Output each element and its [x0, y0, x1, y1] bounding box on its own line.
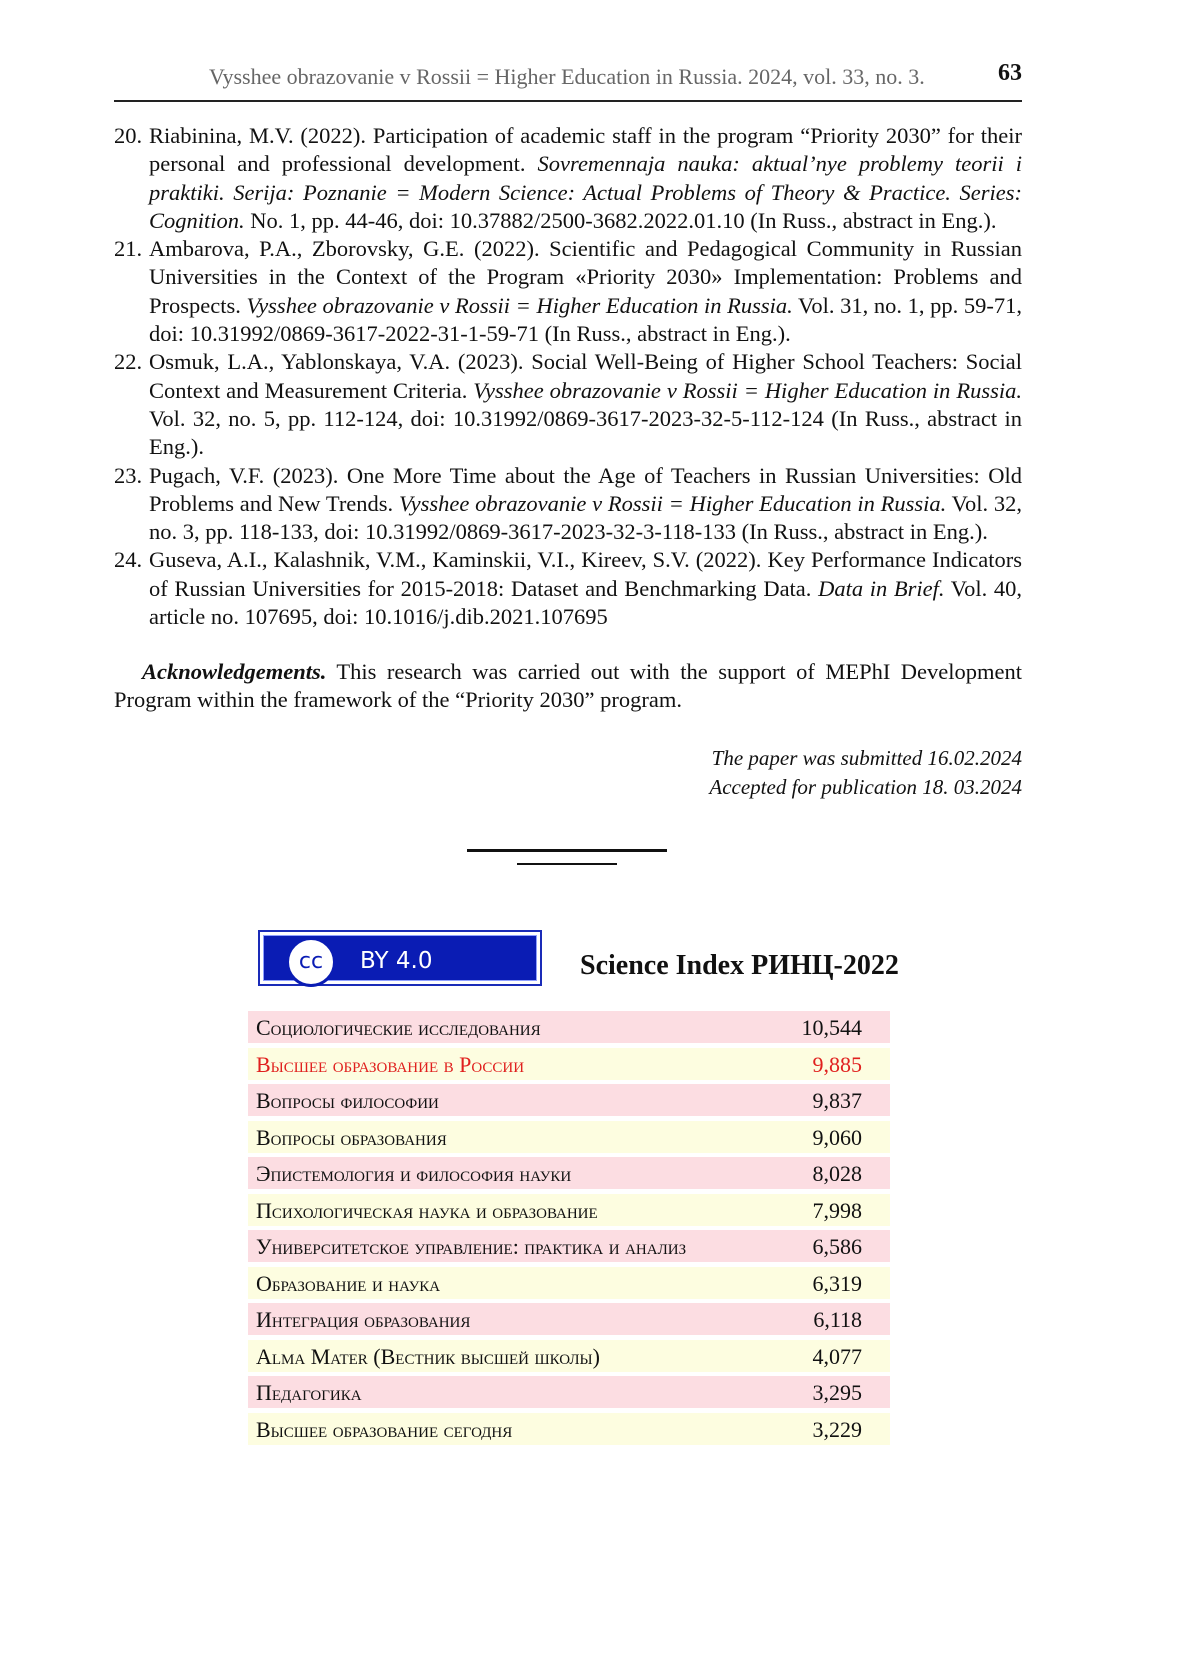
reference-item [114, 122, 1022, 235]
index-value: 9,885 [812, 1051, 862, 1077]
reference-item [114, 348, 1022, 461]
submitted-date: The paper was submitted 16.02.2024 [711, 746, 1022, 770]
journal-title: Vysshee obrazovanie v Rossii = Higher Education in Russia. 2024, vol. 33, no. 3. [209, 64, 925, 89]
journal-name: Вопросы философии [256, 1088, 439, 1113]
reference-item [114, 235, 1022, 348]
table-row [248, 1011, 890, 1043]
journal-name: Высшее образование в России [256, 1051, 525, 1077]
journal-name: Эпистемология и философия науки [256, 1161, 572, 1186]
table-row [248, 1267, 890, 1299]
reference-number: 21. [114, 236, 143, 262]
index-value: 8,028 [812, 1161, 862, 1186]
reference-authors: Ambarova, P.A., Zborovsky, G.E. (2022). Scientific and Pedagogical Community in Russian Universities in the Context of the Program «Priority 2030» Implementation: Problems and Prospects. [149, 236, 1022, 318]
index-value: 9,060 [812, 1124, 862, 1150]
cc-icon: cc [286, 937, 336, 987]
journal-name: Вопросы образования [256, 1124, 447, 1150]
journal-name: Alma Mater (Вестник высшей школы) [256, 1343, 600, 1369]
index-value: 10,544 [801, 1015, 862, 1040]
journal-name: Университетское управление: практика и анализ [256, 1234, 687, 1259]
index-title: Science Index РИНЦ-2022 [580, 950, 899, 981]
journal-name: Интеграция образования [256, 1307, 471, 1332]
reference-details: Vol. 31, no. 1, pp. 59-71, doi: 10.31992/0869-3617-2022-31-1-59-71 (In Russ., abstract in Eng.). [149, 292, 1023, 347]
reference-item [114, 462, 1022, 547]
index-value: 6,319 [812, 1270, 862, 1296]
reference-number: 20. [114, 123, 143, 148]
index-value: 6,586 [812, 1234, 862, 1259]
reference-authors: Pugach, V.F. (2023). One More Time about the Age of Teachers in Russian Universities: Old Problems and New Trends. [149, 462, 1022, 516]
index-value: 9,837 [812, 1088, 862, 1113]
index-value: 3,295 [812, 1380, 862, 1405]
index-value: 3,229 [812, 1416, 862, 1442]
ranking-table [248, 1011, 890, 1449]
reference-source: Sovremennaja nauka: aktual’nye problemy teorii i praktiki. Serija: Poznanie = Modern Science: Actual Problems of Theory & Practice. Series: Cognition. [149, 151, 1022, 233]
table-row [248, 1157, 890, 1189]
journal-name: Психологическая наука и образование [256, 1197, 598, 1223]
table-row [248, 1340, 890, 1372]
journal-name: Педагогика [256, 1380, 362, 1405]
reference-list [114, 122, 1022, 631]
reference-number: 23. [114, 462, 143, 488]
index-value: 7,998 [812, 1197, 862, 1223]
reference-source: Vysshee obrazovanie v Rossii = Higher Education in Russia. [246, 292, 793, 318]
reference-source: Vysshee obrazovanie v Rossii = Higher Education in Russia. [473, 377, 1022, 403]
reference-authors: Guseva, A.I., Kalashnik, V.M., Kaminskii, V.I., Kireev, S.V. (2022). Key Performance Indicators of Russian Universities for 2015-2018: Dataset and Benchmarking Data. [149, 547, 1022, 601]
table-row [248, 1413, 890, 1445]
reference-item [114, 546, 1022, 631]
running-header [114, 58, 1022, 102]
table-row [248, 1230, 890, 1262]
table-row [248, 1376, 890, 1408]
reference-details: Vol. 32, no. 3, pp. 118-133, doi: 10.31992/0869-3617-2023-32-3-118-133 (In Russ., abstract in Eng.). [149, 490, 1022, 545]
reference-number: 24. [114, 547, 143, 573]
reference-authors: Riabinina, M.V. (2022). Participation of academic staff in the program “Priority 2030” for their personal and professional development. [149, 123, 1022, 177]
license-label: BY 4.0 [360, 948, 433, 974]
cc-license-badge[interactable] [258, 930, 542, 986]
table-row [248, 1048, 890, 1080]
submission-info [709, 744, 1022, 802]
acknowledgements [114, 658, 1022, 715]
journal-name: Образование и наука [256, 1270, 441, 1296]
table-row [248, 1121, 890, 1153]
reference-source: Data in Brief. [818, 575, 945, 601]
reference-source: Vysshee obrazovanie v Rossii = Higher Education in Russia. [398, 490, 947, 516]
reference-number: 22. [114, 349, 143, 375]
reference-details: Vol. 32, no. 5, pp. 112-124, doi: 10.31992/0869-3617-2023-32-5-112-124 (In Russ., abstract in Eng.). [149, 405, 1022, 460]
table-row [248, 1084, 890, 1116]
page-number: 63 [998, 60, 1022, 86]
ack-label: Acknowledgements. [142, 659, 327, 684]
divider [467, 849, 667, 852]
index-value: 6,118 [813, 1307, 862, 1332]
reference-details: Vol. 40, article no. 107695, doi: 10.1016/j.dib.2021.107695 [149, 575, 1022, 630]
reference-details: No. 1, pp. 44-46, doi: 10.37882/2500-3682.2022.01.10 (In Russ., abstract in Eng.). [244, 207, 997, 233]
accepted-date: Accepted for publication 18. 03.2024 [709, 775, 1022, 799]
divider [517, 863, 617, 865]
journal-name: Высшее образование сегодня [256, 1416, 513, 1442]
journal-name: Социологические исследования [256, 1015, 541, 1040]
index-value: 4,077 [812, 1343, 862, 1369]
table-row [248, 1194, 890, 1226]
table-row [248, 1303, 890, 1335]
ack-text: This research was carried out with the support of MEPhI Development Program within the framework of the “Priority 2030” program. [114, 659, 1022, 713]
reference-authors: Osmuk, L.A., Yablonskaya, V.A. (2023). Social Well-Being of Higher School Teachers: Social Context and Measurement Criteria. [149, 349, 1022, 403]
